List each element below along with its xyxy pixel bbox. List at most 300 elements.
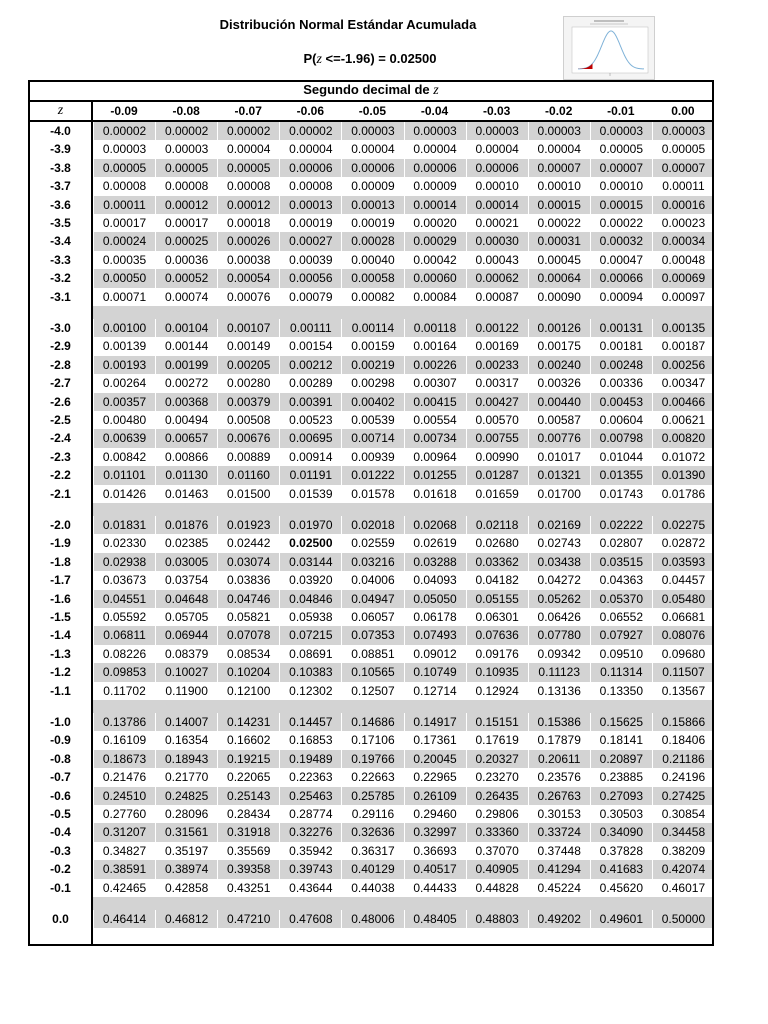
table-cell: 0.00154 <box>279 337 341 355</box>
table-cell: 0.02807 <box>590 534 652 552</box>
table-cell: 0.42858 <box>155 879 217 897</box>
normal-curve-thumbnail <box>563 16 655 80</box>
table-cell: 0.01700 <box>528 485 590 503</box>
table-cell: 0.00621 <box>652 411 714 429</box>
table-cell: 0.00006 <box>279 159 341 177</box>
table-cell: 0.00056 <box>279 269 341 287</box>
table-cell: 0.00019 <box>341 214 403 232</box>
table-cell: 0.00004 <box>279 140 341 158</box>
z-value-label: -1.8 <box>50 554 71 569</box>
table-cell: 0.04846 <box>279 590 341 608</box>
table-cell: 0.02385 <box>155 534 217 552</box>
table-cell: 0.00159 <box>341 337 403 355</box>
table-cell: 0.00695 <box>279 429 341 447</box>
table-title-text: Segundo decimal de <box>303 82 434 97</box>
table-cell: 0.00008 <box>217 177 279 195</box>
table-cell: 0.00199 <box>155 356 217 374</box>
table-cell: 0.06057 <box>341 608 403 626</box>
table-cell: 0.03593 <box>652 553 714 571</box>
table-cell: 0.00016 <box>652 196 714 214</box>
table-cell: 0.02442 <box>217 534 279 552</box>
table-cell: 0.00587 <box>528 411 590 429</box>
table-cell: 0.25463 <box>279 787 341 805</box>
table-cell: 0.17361 <box>404 731 466 749</box>
table-cell: 0.09342 <box>528 645 590 663</box>
table-cell: 0.41683 <box>590 860 652 878</box>
table-cell: 0.34090 <box>590 823 652 841</box>
table-cell: 0.40129 <box>341 860 403 878</box>
table-cell: 0.37448 <box>528 842 590 860</box>
table-cell: 0.35197 <box>155 842 217 860</box>
table-cell: 0.05592 <box>93 608 155 626</box>
table-cell: 0.32276 <box>279 823 341 841</box>
table-cell: 0.01539 <box>279 485 341 503</box>
table-cell: 0.50000 <box>652 910 714 928</box>
table-row <box>30 860 712 878</box>
table-cell: 0.07927 <box>590 626 652 644</box>
table-cell: 0.00100 <box>93 319 155 337</box>
table-cell: 0.00027 <box>279 232 341 250</box>
table-row <box>30 288 712 306</box>
group-spacer <box>93 897 712 910</box>
table-title-variable: z <box>433 83 439 98</box>
table-cell: 0.00071 <box>93 288 155 306</box>
table-cell: 0.02872 <box>652 534 714 552</box>
table-cell: 0.03438 <box>528 553 590 571</box>
table-cell: 0.28434 <box>217 805 279 823</box>
table-cell: 0.00006 <box>341 159 403 177</box>
table-cell: 0.00013 <box>341 196 403 214</box>
table-cell: 0.00017 <box>155 214 217 232</box>
table-row <box>30 590 712 608</box>
table-cell: 0.06811 <box>93 626 155 644</box>
table-cell: 0.00440 <box>528 393 590 411</box>
table-cell: 0.00084 <box>404 288 466 306</box>
table-cell: 0.00494 <box>155 411 217 429</box>
table-cell: 0.00005 <box>93 159 155 177</box>
table-cell: 0.00193 <box>93 356 155 374</box>
table-cell: 0.23270 <box>466 768 528 786</box>
table-row <box>30 731 712 749</box>
table-cell: 0.24196 <box>652 768 714 786</box>
table-cell: 0.01287 <box>466 466 528 484</box>
table-cell: 0.39358 <box>217 860 279 878</box>
table-cell: 0.00064 <box>528 269 590 287</box>
table-cell: 0.21186 <box>652 750 714 768</box>
table-cell: 0.00014 <box>404 196 466 214</box>
table-cell: 0.00014 <box>466 196 528 214</box>
table-cell: 0.00776 <box>528 429 590 447</box>
column-header: -0.08 <box>172 104 200 118</box>
table-cell: 0.02169 <box>528 516 590 534</box>
table-cell: 0.36693 <box>404 842 466 860</box>
table-cell: 0.00039 <box>279 251 341 269</box>
table-cell: 0.05370 <box>590 590 652 608</box>
table-cell: 0.01500 <box>217 485 279 503</box>
table-cell: 0.00181 <box>590 337 652 355</box>
table-row <box>30 534 712 552</box>
table-cell: 0.08076 <box>652 626 714 644</box>
table-row <box>30 429 712 447</box>
table-cell: 0.00002 <box>279 122 341 140</box>
z-value-label: -3.2 <box>50 271 71 286</box>
table-row <box>30 805 712 823</box>
table-cell: 0.00006 <box>466 159 528 177</box>
table-cell: 0.37070 <box>466 842 528 860</box>
table-cell: 0.08851 <box>341 645 403 663</box>
table-cell: 0.00914 <box>279 448 341 466</box>
table-cell: 0.41294 <box>528 860 590 878</box>
table-cell: 0.00066 <box>590 269 652 287</box>
table-cell: 0.02068 <box>404 516 466 534</box>
table-row <box>30 608 712 626</box>
table-cell: 0.00010 <box>528 177 590 195</box>
table-cell: 0.01101 <box>93 466 155 484</box>
table-cell: 0.33724 <box>528 823 590 841</box>
table-cell: 0.14231 <box>217 713 279 731</box>
z-value-label: -2.0 <box>50 518 71 532</box>
table-row <box>30 393 712 411</box>
table-cell: 0.20045 <box>404 750 466 768</box>
table-cell: 0.00002 <box>155 122 217 140</box>
table-cell: 0.10383 <box>279 663 341 681</box>
table-cell: 0.01017 <box>528 448 590 466</box>
group-spacer <box>93 503 712 516</box>
table-cell: 0.24825 <box>155 787 217 805</box>
table-cell: 0.01321 <box>528 466 590 484</box>
table-cell: 0.00233 <box>466 356 528 374</box>
table-cell: 0.00005 <box>155 159 217 177</box>
table-cell: 0.07078 <box>217 626 279 644</box>
table-cell: 0.02118 <box>466 516 528 534</box>
table-cell: 0.25785 <box>341 787 403 805</box>
table-cell: 0.29806 <box>466 805 528 823</box>
table-cell: 0.00357 <box>93 393 155 411</box>
table-cell: 0.18943 <box>155 750 217 768</box>
z-value-label: -2.6 <box>50 394 71 409</box>
table-cell: 0.00050 <box>93 269 155 287</box>
table-cell: 0.01191 <box>279 466 341 484</box>
table-cell: 0.01786 <box>652 485 714 503</box>
z-value-label: -1.6 <box>50 591 71 606</box>
table-cell: 0.03288 <box>404 553 466 571</box>
table-cell: 0.00114 <box>341 319 403 337</box>
table-cell: 0.46414 <box>93 910 155 928</box>
table-cell: 0.11507 <box>652 663 714 681</box>
table-cell: 0.00029 <box>404 232 466 250</box>
table-cell: 0.37828 <box>590 842 652 860</box>
table-cell: 0.06301 <box>466 608 528 626</box>
z-value-label: -2.9 <box>50 339 71 354</box>
column-header: -0.09 <box>110 104 138 118</box>
table-cell: 0.00026 <box>217 232 279 250</box>
z-value-label: -0.4 <box>50 825 71 840</box>
table-cell: 0.34827 <box>93 842 155 860</box>
table-cell: 0.00272 <box>155 374 217 392</box>
table-cell: 0.00866 <box>155 448 217 466</box>
table-cell: 0.00005 <box>590 140 652 158</box>
table-cell: 0.02018 <box>341 516 403 534</box>
table-cell: 0.04947 <box>341 590 403 608</box>
table-cell: 0.09510 <box>590 645 652 663</box>
table-cell: 0.00317 <box>466 374 528 392</box>
table-cell: 0.44828 <box>466 879 528 897</box>
table-cell: 0.00003 <box>590 122 652 140</box>
table-cell: 0.04272 <box>528 571 590 589</box>
table-cell: 0.00052 <box>155 269 217 287</box>
z-value-label: -2.3 <box>50 449 71 464</box>
table-cell: 0.07215 <box>279 626 341 644</box>
table-cell: 0.00097 <box>652 288 714 306</box>
table-cell: 0.14007 <box>155 713 217 731</box>
table-cell: 0.43251 <box>217 879 279 897</box>
table-cell: 0.00021 <box>466 214 528 232</box>
table-cell: 0.44433 <box>404 879 466 897</box>
table-cell: 0.14686 <box>341 713 403 731</box>
table-cell: 0.00002 <box>217 122 279 140</box>
z-column-header: z <box>57 103 64 118</box>
table-cell: 0.11900 <box>155 682 217 700</box>
table-cell: 0.10027 <box>155 663 217 681</box>
z-value-label: -1.5 <box>50 610 71 624</box>
table-cell: 0.00007 <box>590 159 652 177</box>
table-cell: 0.06681 <box>652 608 714 626</box>
table-cell: 0.00657 <box>155 429 217 447</box>
table-cell: 0.40517 <box>404 860 466 878</box>
table-cell: 0.00734 <box>404 429 466 447</box>
table-cell: 0.00003 <box>404 122 466 140</box>
table-cell: 0.00169 <box>466 337 528 355</box>
table-cell: 0.18141 <box>590 731 652 749</box>
table-cell: 0.03920 <box>279 571 341 589</box>
table-cell: 0.30153 <box>528 805 590 823</box>
table-cell: 0.00264 <box>93 374 155 392</box>
table-cell: 0.00045 <box>528 251 590 269</box>
table-cell: 0.42074 <box>652 860 714 878</box>
table-cell: 0.03362 <box>466 553 528 571</box>
table-cell: 0.00022 <box>590 214 652 232</box>
table-cell: 0.04648 <box>155 590 217 608</box>
table-cell: 0.15625 <box>590 713 652 731</box>
table-cell: 0.00058 <box>341 269 403 287</box>
table-cell: 0.22065 <box>217 768 279 786</box>
table-cell: 0.24510 <box>93 787 155 805</box>
z-value-label: -3.8 <box>50 160 71 175</box>
table-cell: 0.30854 <box>652 805 714 823</box>
table-cell: 0.00007 <box>652 159 714 177</box>
table-cell: 0.00036 <box>155 251 217 269</box>
table-cell: 0.00004 <box>466 140 528 158</box>
table-cell: 0.07636 <box>466 626 528 644</box>
table-cell: 0.42465 <box>93 879 155 897</box>
table-row <box>30 196 712 214</box>
column-header: -0.03 <box>482 104 511 118</box>
table-cell: 0.11702 <box>93 682 155 700</box>
table-cell: 0.44038 <box>341 879 403 897</box>
table-row <box>30 356 712 374</box>
table-cell: 0.00023 <box>652 214 714 232</box>
table-row <box>30 823 712 841</box>
table-cell: 0.00118 <box>404 319 466 337</box>
table-cell: 0.00010 <box>466 177 528 195</box>
table-cell: 0.26763 <box>528 787 590 805</box>
group-spacer <box>93 306 712 319</box>
table-cell: 0.00402 <box>341 393 403 411</box>
table-cell: 0.00104 <box>155 319 217 337</box>
z-value-label: -0.3 <box>50 843 71 858</box>
table-row <box>30 787 712 805</box>
table-row <box>30 485 712 503</box>
table-cell: 0.31207 <box>93 823 155 841</box>
table-cell: 0.22663 <box>341 768 403 786</box>
table-row <box>30 516 712 534</box>
table-cell: 0.00135 <box>652 319 714 337</box>
table-cell: 0.00298 <box>341 374 403 392</box>
z-value-label: -1.9 <box>50 536 71 551</box>
table-cell: 0.00205 <box>217 356 279 374</box>
table-cell: 0.17879 <box>528 731 590 749</box>
table-cell: 0.04006 <box>341 571 403 589</box>
table-cell: 0.00347 <box>652 374 714 392</box>
table-cell: 0.00048 <box>652 251 714 269</box>
table-row <box>30 626 712 644</box>
table-cell: 0.10749 <box>404 663 466 681</box>
table-row <box>30 768 712 786</box>
table-cell: 0.05050 <box>404 590 466 608</box>
table-cell: 0.02330 <box>93 534 155 552</box>
table-cell: 0.00019 <box>279 214 341 232</box>
table-cell: 0.01426 <box>93 485 155 503</box>
table-cell: 0.00164 <box>404 337 466 355</box>
table-row <box>30 448 712 466</box>
table-cell: 0.32997 <box>404 823 466 841</box>
table-row <box>30 842 712 860</box>
table-cell: 0.31561 <box>155 823 217 841</box>
table-cell: 0.01618 <box>404 485 466 503</box>
table-cell: 0.00035 <box>93 251 155 269</box>
table-cell: 0.06944 <box>155 626 217 644</box>
table-cell: 0.00038 <box>217 251 279 269</box>
table-cell: 0.49601 <box>590 910 652 928</box>
table-cell: 0.00175 <box>528 337 590 355</box>
table-cell: 0.00076 <box>217 288 279 306</box>
table-cell: 0.04093 <box>404 571 466 589</box>
table-cell: 0.00508 <box>217 411 279 429</box>
table-cell: 0.03216 <box>341 553 403 571</box>
table-cell: 0.00307 <box>404 374 466 392</box>
table-cell: 0.13136 <box>528 682 590 700</box>
z-value-label: -3.1 <box>50 289 71 304</box>
table-cell: 0.00031 <box>528 232 590 250</box>
table-cell: 0.00074 <box>155 288 217 306</box>
z-value-label: -2.5 <box>50 413 71 427</box>
table-row <box>30 122 712 140</box>
z-value-label: -1.3 <box>50 646 71 661</box>
z-value-label: -0.2 <box>50 862 71 877</box>
table-cell: 0.00139 <box>93 337 155 355</box>
table-cell: 0.00523 <box>279 411 341 429</box>
z-value-label: -1.4 <box>50 628 71 643</box>
table-cell: 0.01355 <box>590 466 652 484</box>
table-cell: 0.19489 <box>279 750 341 768</box>
table-cell: 0.12507 <box>341 682 403 700</box>
table-cell: 0.00022 <box>528 214 590 232</box>
table-cell: 0.31918 <box>217 823 279 841</box>
column-header: -0.02 <box>545 104 573 118</box>
table-row <box>30 663 712 681</box>
table-cell: 0.29460 <box>404 805 466 823</box>
table-cell: 0.00415 <box>404 393 466 411</box>
table-row <box>30 269 712 287</box>
table-row <box>30 571 712 589</box>
table-cell: 0.35569 <box>217 842 279 860</box>
table-cell: 0.00017 <box>93 214 155 232</box>
table-cell: 0.00043 <box>466 251 528 269</box>
table-cell: 0.00090 <box>528 288 590 306</box>
table-cell: 0.14457 <box>279 713 341 731</box>
table-cell: 0.00042 <box>404 251 466 269</box>
table-cell: 0.11314 <box>590 663 652 681</box>
z-value-label: -3.6 <box>50 197 71 212</box>
table-cell: 0.12924 <box>466 682 528 700</box>
z-value-label: -0.1 <box>50 880 71 895</box>
table-cell: 0.20611 <box>528 750 590 768</box>
table-cell: 0.23576 <box>528 768 590 786</box>
table-cell: 0.03754 <box>155 571 217 589</box>
table-cell: 0.00990 <box>466 448 528 466</box>
table-cell: 0.05705 <box>155 608 217 626</box>
table-row <box>30 553 712 571</box>
table-cell: 0.07780 <box>528 626 590 644</box>
table-row <box>30 750 712 768</box>
table-cell: 0.00326 <box>528 374 590 392</box>
table-cell: 0.07493 <box>404 626 466 644</box>
table-cell: 0.00020 <box>404 214 466 232</box>
table-cell: 0.38591 <box>93 860 155 878</box>
table-cell: 0.00079 <box>279 288 341 306</box>
table-row <box>30 232 712 250</box>
table-cell: 0.00003 <box>93 140 155 158</box>
table-cell: 0.00010 <box>590 177 652 195</box>
table-cell: 0.05821 <box>217 608 279 626</box>
table-cell: 0.17619 <box>466 731 528 749</box>
table-cell: 0.01923 <box>217 516 279 534</box>
table-cell: 0.01659 <box>466 485 528 503</box>
table-cell: 0.00025 <box>155 232 217 250</box>
z-value-label: -1.7 <box>50 573 71 588</box>
table-row <box>30 319 712 337</box>
table-cell: 0.00391 <box>279 393 341 411</box>
table-cell: 0.00256 <box>652 356 714 374</box>
table-cell: 0.47608 <box>279 910 341 928</box>
table-cell: 0.00082 <box>341 288 403 306</box>
table-cell: 0.00030 <box>466 232 528 250</box>
table-row <box>30 374 712 392</box>
table-cell: 0.27093 <box>590 787 652 805</box>
table-cell: 0.09680 <box>652 645 714 663</box>
table-cell: 0.00009 <box>404 177 466 195</box>
table-cell: 0.06552 <box>590 608 652 626</box>
table-cell: 0.00011 <box>93 196 155 214</box>
table-cell: 0.00212 <box>279 356 341 374</box>
table-cell: 0.05262 <box>528 590 590 608</box>
table-cell: 0.01044 <box>590 448 652 466</box>
probability-variable: z <box>316 52 322 67</box>
table-row <box>30 251 712 269</box>
table-cell: 0.18406 <box>652 731 714 749</box>
z-value-label: -2.1 <box>50 486 71 501</box>
table-cell: 0.01831 <box>93 516 155 534</box>
